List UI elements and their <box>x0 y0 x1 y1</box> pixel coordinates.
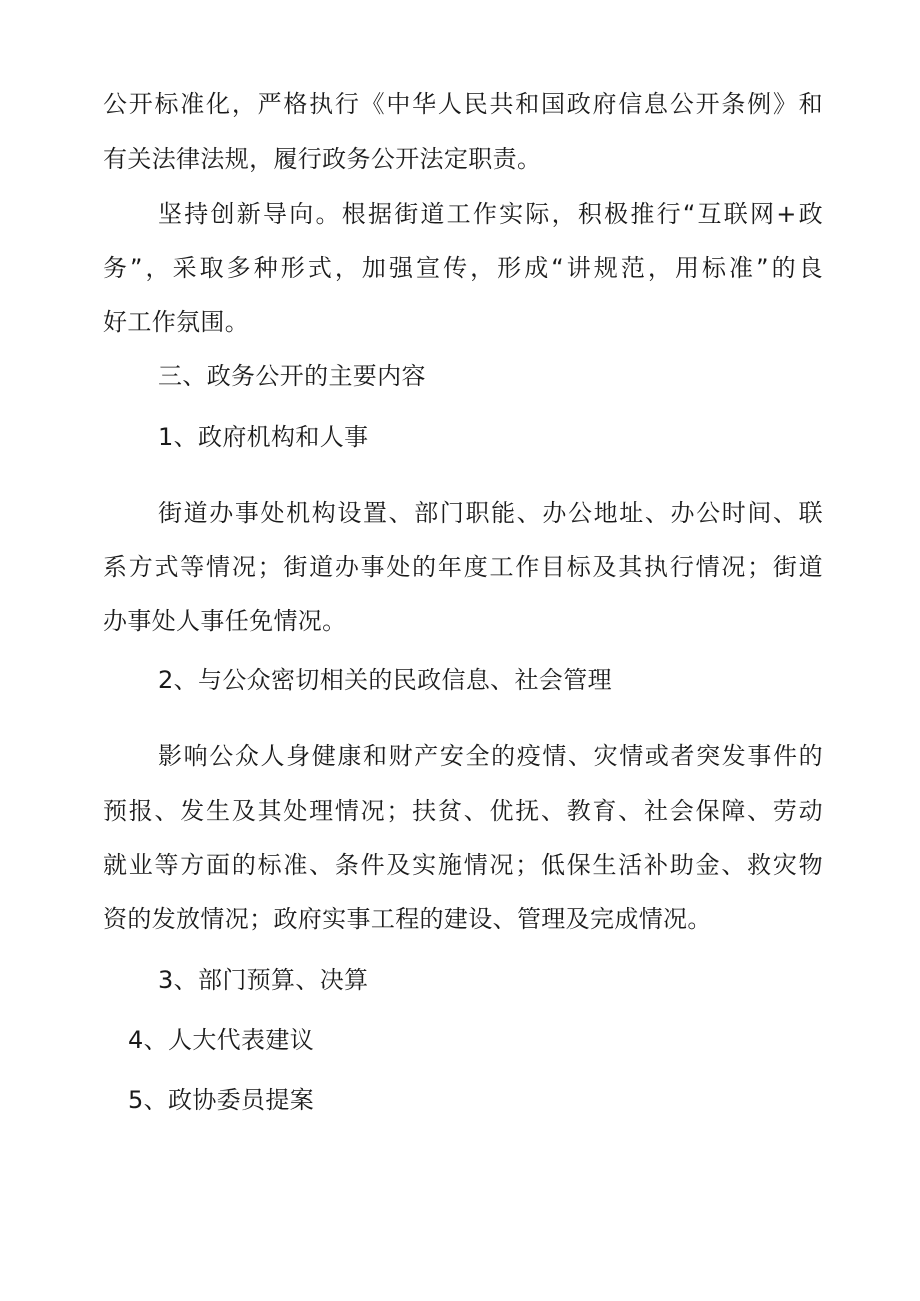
paragraph-line: 资的发放情况；政府实事工程的建设、管理及完成情况。 <box>103 905 712 933</box>
paragraph-line: 务”，采取多种形式，加强宣传，形成“讲规范，用标准”的良 <box>103 254 823 282</box>
paragraph-line: 坚持创新导向。根据街道工作实际，积极推行“互联网+政 <box>158 200 823 228</box>
paragraph-line: 就业等方面的标准、条件及实施情况；低保生活补助金、救灾物 <box>103 851 823 879</box>
paragraph-line: 公开标准化，严格执行《中华人民共和国政府信息公开条例》和 <box>103 90 823 118</box>
paragraph-line: 有关法律法规，履行政务公开法定职责。 <box>103 145 542 173</box>
item-heading: 3、部门预算、决算 <box>158 966 369 994</box>
paragraph-line: 影响公众人身健康和财产安全的疫情、灾情或者突发事件的 <box>158 742 823 770</box>
paragraph-line: 预报、发生及其处理情况；扶贫、优抚、教育、社会保障、劳动 <box>103 797 823 825</box>
item-heading: 5、政协委员提案 <box>128 1086 315 1114</box>
paragraph-line: 办事处人事任免情况。 <box>103 607 347 635</box>
item-heading: 4、人大代表建议 <box>128 1026 315 1054</box>
item-heading: 1、政府机构和人事 <box>158 423 369 451</box>
paragraph-line: 街道办事处机构设置、部门职能、办公地址、办公时间、联 <box>158 499 823 527</box>
paragraph-line: 好工作氛围。 <box>103 308 250 336</box>
section-heading: 三、政务公开的主要内容 <box>158 362 426 390</box>
paragraph-line: 系方式等情况；街道办事处的年度工作目标及其执行情况；街道 <box>103 553 823 581</box>
item-heading: 2、与公众密切相关的民政信息、社会管理 <box>158 666 612 694</box>
